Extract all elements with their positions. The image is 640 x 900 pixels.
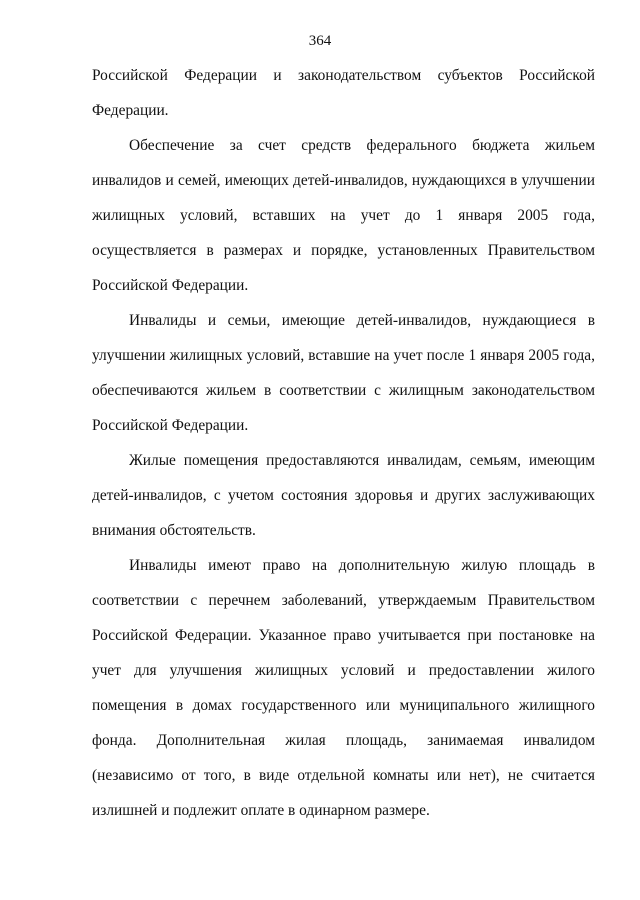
paragraph-housing-allocation: Жилые помещения предоставляются инвалидам, семьям, имеющим детей-инвалидов, с учетом состояния здоровья и других заслуживающих внимания обстоятельств. (92, 452, 595, 539)
document-body (92, 58, 595, 828)
page-number: 364 (308, 33, 332, 49)
paragraph-federal-housing-provision: Обеспечение за счет средств федерального бюджета жильем инвалидов и семей, имеющих детей-инвалидов, нуждающихся в улучшении жилищных условий, вставших на учет до 1 января 2005 года, осуществляется в размерах и порядке, установленных Правительством Российской Федерации. (92, 137, 595, 294)
paragraph-after-2005-registration: Инвалиды и семьи, имеющие детей-инвалидов, нуждающиеся в улучшении жилищных условий, вставшие на учет после 1 января 2005 года, обеспечиваются жильем в соответствии с жилищным законодательством Российской Федерации. (92, 312, 595, 434)
paragraph-continuation: Российской Федерации и законодательством субъектов Российской Федерации. (92, 67, 595, 119)
paragraph-additional-living-space: Инвалиды имеют право на дополнительную жилую площадь в соответствии с перечнем заболеваний, утверждаемым Правительством Российской Федерации. Указанное право учитывается при постановке на учет для улучшения жилищных условий и предоставлении жилого помещения в домах государственного или муниципального жилищного фонда. Дополнительная жилая площадь, занимаемая инвалидом (независимо от того, в виде отдельной комнаты или нет), не считается излишней и подлежит оплате в одинарном размере. (92, 557, 595, 819)
